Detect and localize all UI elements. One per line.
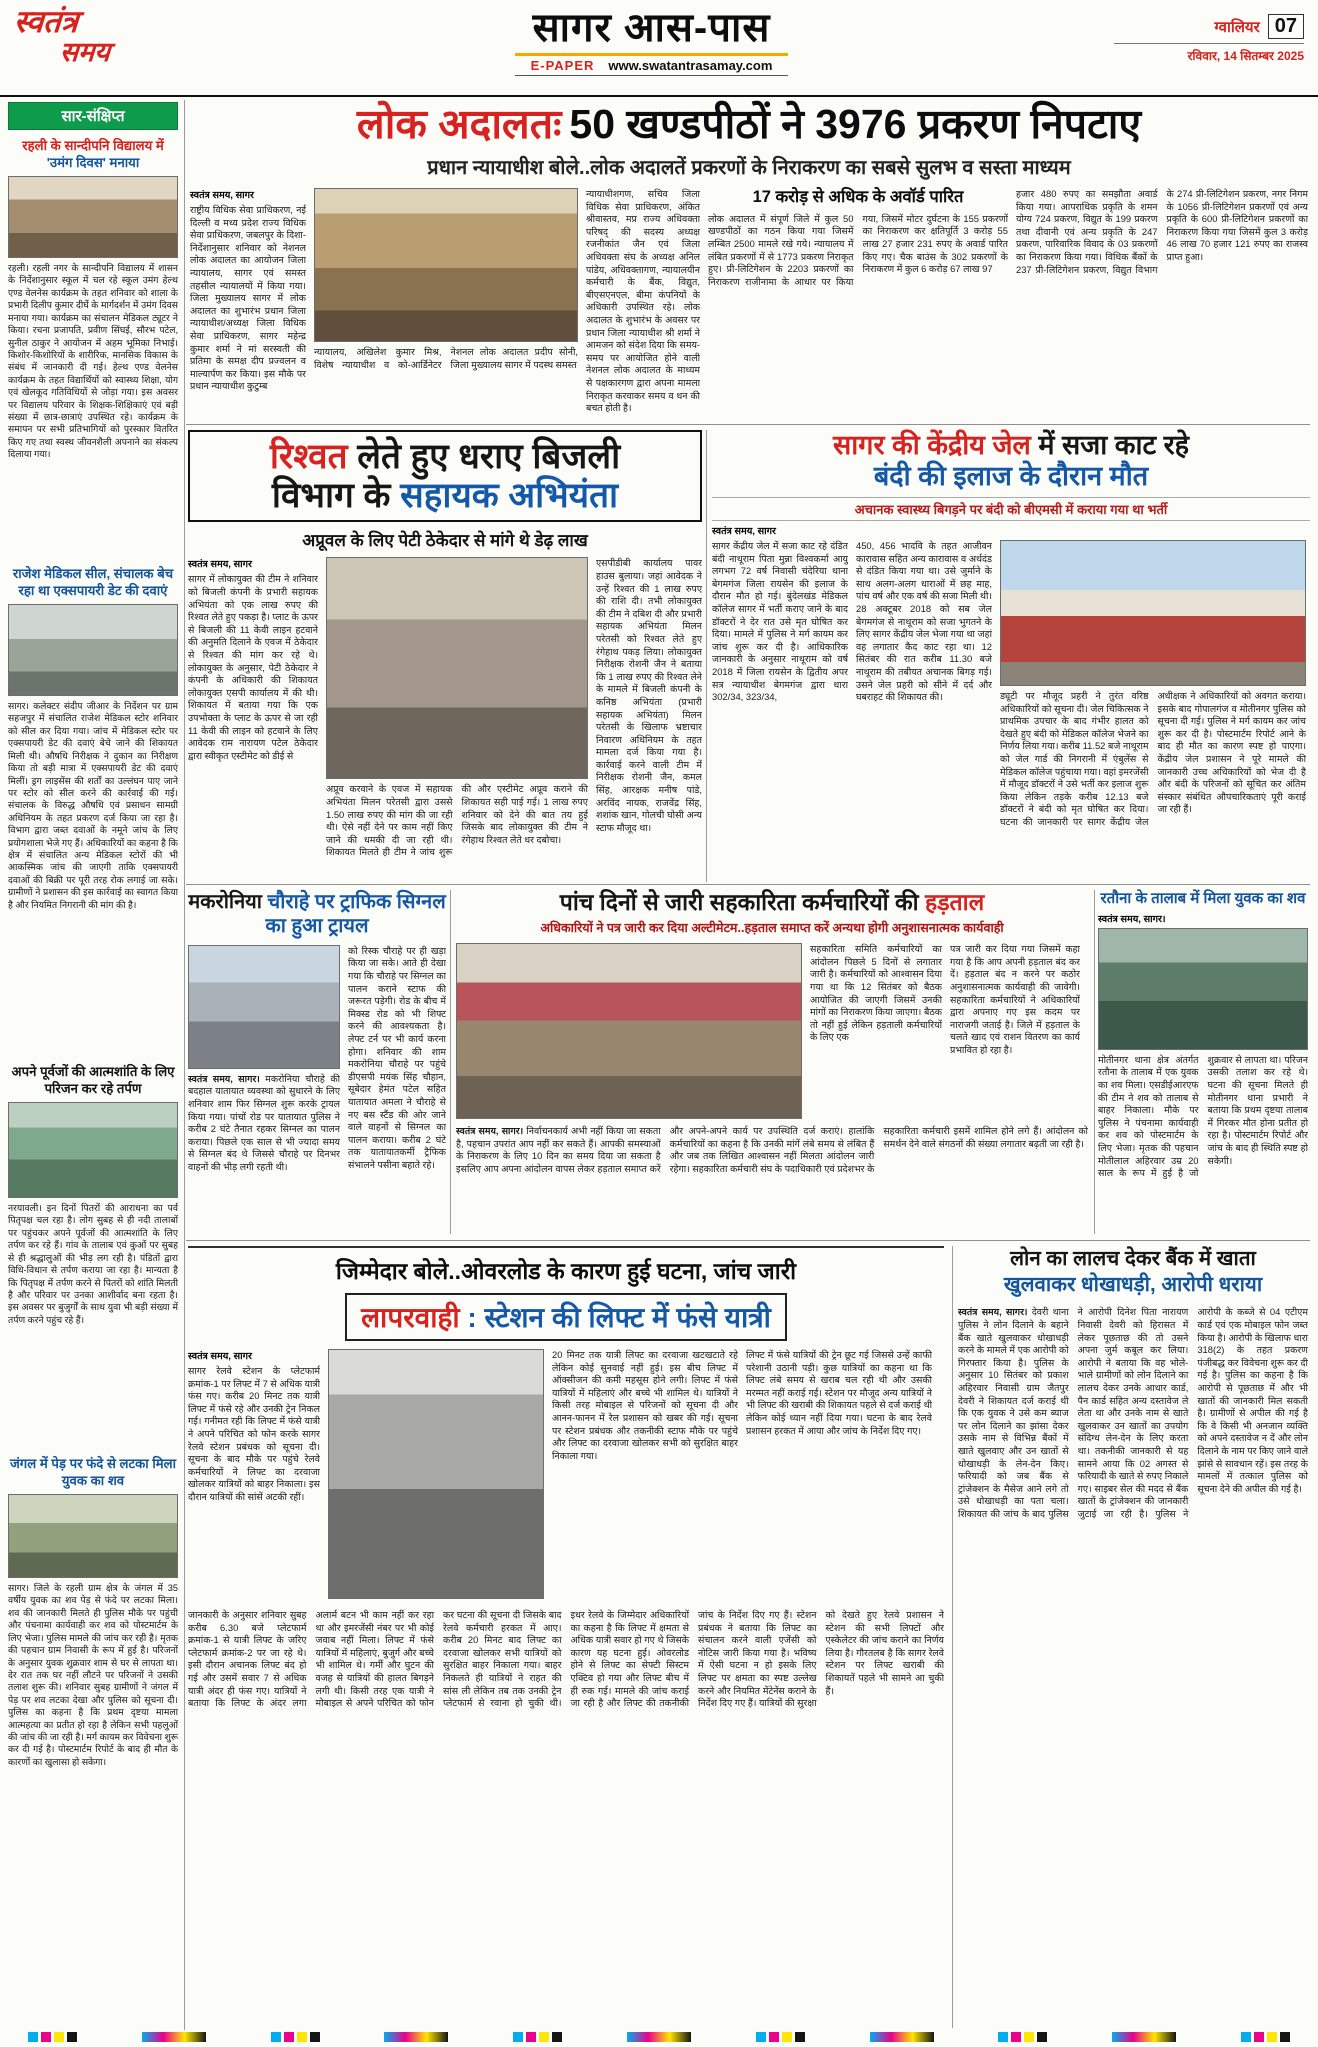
jail-subhead: अचानक स्वास्थ्य बिगड़ने पर बंदी को बीएमसी में कराया गया था भर्ती [712,497,1310,521]
jail-headline [712,430,1310,492]
article-body: राष्ट्रीय विधिक सेवा प्राधिकरण, नई दिल्ली व मध्य प्रदेश राज्य विधिक सेवा प्राधिकरण, जबलपुर के दिशा-निर्देशानुसार शनिवार को नेशनल लोक अदालत का आयोजन जिला न्यायालय, सागर एवं समस्त तहसील न्यायालयों में किया गया। जिला मुख्यालय सागर में लोक अदालत का शुभारंभ प्रधान जिला न्यायाधीश/अध्यक्ष जिला विधिक सेवा प्राधिकरण, सागर महेन्द्र कुमार शर्मा ने मां सरस्वती की प्रतिमा के समक्ष दीप प्रज्वलन व माल्यार्पण कर किया। इस मौके पर प्रधान न्यायाधीश कुटुम्ब [190,204,306,392]
headline-part-blue: चौराहे पर ट्राफिक सिग्नल का हुआ ट्रायल [265,891,446,938]
headline-part-black: 50 खण्डपीठों ने 3976 प्रकरण निपटाए [569,101,1142,147]
color-patch-group [756,2032,805,2042]
sidebar-briefs [8,102,178,2032]
makronia-left-stack [188,945,340,1227]
strike-subhead: अधिकारियों ने पत्र जारी कर दिया अल्टीमेटम..हड़ताल समाप्त करें अन्यथा होगी अनुशासनात्मक कार्यवाही [540,921,1004,936]
byline: स्वतंत्र समय, सागर [188,559,252,571]
sidebar-article-medical-seal [8,566,178,1056]
subarticle-body: लोक अदालत में संपूर्ण जिले में कुल 50 खण्डपीठों का गठन किया गया जिसमें लम्बित 2500 मामले रखे गये। न्यायालय में लंबित प्रकरणों में से 1773 प्रकरण निराकृत हुए। प्री-लिटिगेशन के 2203 प्रकरणों का निराकरण राजीनामा के आधार पर किया गया, जिसमें मोटर दुर्घटना के 155 प्रकरणों का निराकरण कर क्षतिपूर्ति 3 करोड़ 55 लाख 27 हजार 231 रुपए के अवार्ड पारित किए गए। चैक बाउंस के 302 प्रकरणों के निराकरण में कुल 6 करोड़ 67 लाख 97 [708,212,1008,287]
headline-part-blue: : स्टेशन की लिफ्ट में फंसे यात्री [467,1302,771,1333]
makronia-headline [188,890,446,939]
issue-date: रविवार, 14 सितम्बर 2025 [1114,43,1304,64]
article-body-bottom: जानकारी के अनुसार शनिवार सुबह करीब 6.30 बजे प्लेटफार्म क्रमांक-1 से यात्री लिफ्ट के जरिए प्लेटफार्म क्रमांक-2 पर जा रहे थे। इसी दौरान अचानक लिफ्ट बंद हो गई और उसमें सवार 7 से अधिक यात्री अंदर ही फंस गए। यात्रियों ने बताया कि लिफ्ट के अंदर लगा अलार्म बटन भी काम नहीं कर रहा था और इमरजेंसी नंबर पर भी कोई जवाब नहीं मिला। लिफ्ट में फंसे यात्रियों में महिलाएं, बुजुर्ग और बच्चे भी शामिल थे। गर्मी और घुटन की वजह से यात्रियों की हालत बिगड़ने लगी थी। किसी तरह एक यात्री ने मोबाइल से अपने परिचित को फोन कर घटना की सूचना दी जिसके बाद रेलवे कर्मचारी हरकत में आए। करीब 20 मिनट बाद लिफ्ट का दरवाजा खोलकर सभी यात्रियों को सुरक्षित बाहर निकाला गया। बाहर निकलते ही यात्रियों ने राहत की सांस ली लेकिन तब तक उनकी ट्रेन प्लेटफार्म से रवाना हो चुकी थी। इधर रेलवे के जिम्मेदार अधिकारियों का कहना है कि लिफ्ट में क्षमता से अधिक यात्री सवार हो गए थे जिसके कारण यह घटना हुई। ओवरलोड होने से लिफ्ट का सेफ्टी सिस्टम एक्टिव हो गया और लिफ्ट बीच में ही रुक गई। मामले की जांच कराई जा रही है और लिफ्ट की तकनीकी जांच के निर्देश दिए गए हैं। स्टेशन प्रबंधक ने बताया कि लिफ्ट का संचालन करने वाली एजेंसी को नोटिस जारी किया गया है। भविष्य में ऐसी घटना न हो इसके लिए लिफ्ट पर क्षमता का स्पष्ट उल्लेख करने और नियमित मेंटेनेंस कराने के निर्देश दिए गए हैं। यात्रियों की सुरक्षा को देखते हुए रेलवे प्रशासन ने स्टेशन की सभी लिफ्टों और एस्केलेटर की जांच कराने का निर्णय लिया है। गौरतलब है कि सागर रेलवे स्टेशन पर लिफ्ट खराबी की शिकायतें पहले भी सामने आ चुकी हैं। [188,1609,944,1709]
headline-part-black: लोन का लालच देकर बैंक में खाता [1010,1247,1256,1270]
headline-part-blue: सहायक अभियंता [400,476,619,516]
headline-part-red: रहली के सान्दीपनि विद्यालय में [22,138,164,153]
headline-part-blue: 'उमंग दिवस' मनाया [46,154,140,170]
color-patch-group [271,2032,320,2042]
jail-column-a: सागर केंद्रीय जेल में सजा काट रहे दंडित बंदी नाथूराम पिता मुन्ना विश्वकर्मा आयु लगभग 72 वर्ष निवासी चंदेरिया थाना बेगमगंज जिला रायसेन की इलाज के दौरान मौत हो गई। बुंदेलखंड मेडिकल कॉलेज सागर में भर्ती कराए जाने के बाद डॉक्टरों ने देर रात उसे मृत घोषित कर दिया। मामले में पुलिस ने मर्ग कायम कर जांच शुरू कर दी है। आधिकारिक जानकारी के अनुसार नाथूराम को वर्ष 2018 में जिला रायसेन के द्वितीय अपर सत्र न्यायाधीश बेगमगंज द्वारा धारा 302/34, 323/34, [712,540,848,703]
gradient-strip [1112,2032,1176,2042]
byline: स्वतंत्र समय, सागर [712,526,776,538]
section-title: सागर आस-पास [532,6,771,50]
sidebar-header: सार-संक्षिप्त [8,102,178,130]
sidebar-divider [184,100,185,2030]
byline: स्वतंत्र समय, सागर [190,190,254,202]
column-divider [952,1246,953,2028]
black-patch [795,2032,805,2042]
makronia-column-right: को रिस्क चौराहे पर ही खड़ा किया जा सके। आते ही देखा गया कि चौराहे पर सिग्नल का पालन कराने स्टाफ की जरूरत पड़ेगी। रोड के बीच में मिक्स्ड रोड को भी शिफ्ट करने की आवश्यकता है। लेफ्ट टर्न पर भी कार्य करना होगा। शनिवार की शाम मकरोनिया चौराहे पर पहुंचे डीएसपी मयंक सिंह चौहान, सूबेदार हेमंत पटेल सहित यातायात अमला ने चौराहे से नए बस स्टैंड की ओर जाने वाले वाहनों से सिग्नल का पालन कराया। करीब 2 घंटे तक यातायातकर्मी ट्रैफिक संभालने पसीना बहाते रहे। [348,944,446,1170]
black-patch [552,2032,562,2042]
headline-part-red: रिश्वत [269,437,348,476]
lift-headline-box [345,1293,787,1341]
photo-central-jail-sagar [1000,540,1306,686]
column-divider [450,890,451,1234]
black-patch [1280,2032,1290,2042]
article-bribery-lokayukt [188,430,702,882]
article-body: रहली। रहली नगर के सान्दीपनि विद्यालय में शासन के निर्देशानुसार स्कूल में चल रहे स्कूल उमंग हेल्थ एण्ड वेलनेस कार्यक्रम के तहत शनिवार को शाला के प्रभारी दिलीप कुमार दीर्घे के मार्गदर्शन में उमंग दिवस मनाया गया। कार्यक्रम का संचालन मेडिकल ट्यूटर ने किया। रचना प्रजापति, प्रवीण सिंघई, सौरभ पटेल, सुनील ठाकुर ने आयोजन में अहम भूमिका निभाई। किशोर-किशोरियों के शारीरिक, मानसिक विकास के संबंध में जानकारी दी गई। हेल्थ एण्ड वेलनेस कार्यक्रम के तहत विद्यार्थियों को स्वास्थ्य शिक्षा, योग एवं खेलकूद गतिविधियों से जोड़ा गया। इस अवसर पर विद्यालय परिवार के शिक्षक-शिक्षिकाएं एवं बड़ी संख्या में छात्र-छात्राएं उपस्थित रहे। कार्यक्रम के समापन पर सभी प्रतिभागियों को पुरस्कार वितरित किए गए तथा स्वस्थ जीवनशैली अपनाने का संकल्प दिलाया गया। [8,263,178,460]
photo-ratauna-pond [1098,928,1308,1050]
article-headline [8,138,178,171]
photo-station-lift [328,1349,544,1599]
gradient-strip [627,2032,691,2042]
newspaper-logo [14,6,189,95]
lead-headline [190,103,1308,146]
body-text: मकरोनिया चौराहे की बदहाल यातायात व्यवस्था को सुधारने के लिए शनिवार शाम फिर सिग्नल शुरू करके ट्रायल किया गया। पांचों रोड पर यातायात पुलिस ने करीब 2 घंटे तैनात रहकर सिग्नल का पालन कराया। पिछले एक साल से भी ज्यादा समय से सिग्नल बंद थे जिससे चौराहे पर दिनभर वाहनों की भीड़ लगी रहती थी। [188,1072,340,1172]
article-body-under-photo: अप्रूव करवाने के एवज में सहायक अभियंता मिलन परेतसी द्वारा उससे 1.50 लाख रुपए की मांग की जा रही थी। ऐसे नहीं देने पर काम नहीं किए जाने की धमकी दी जा रही थी। शिकायत मिलते ही टीम ने जांच शुरू की और एस्टीमेट अप्रूव कराने की शिकायत सही पाई गई। 1 लाख रुपए शनिवार को देने की बात तय हुई जिसके बाद लोकायुक्त की टीम ने रंगेहाथ रिश्वत लेते धर दबोचा। [326,783,588,858]
byline: स्वतंत्र समय, सागर। [1098,913,1166,925]
photo-strike-gathering [456,943,802,1119]
photo-lokayukt-raid [326,557,588,779]
subarticle-title: 17 करोड़ से अधिक के अवॉर्ड पारित [752,188,964,207]
column-divider [706,430,707,882]
masthead-right [1114,6,1304,95]
article-body: सागर में लोकायुक्त की टीम ने शनिवार को बिजली कंपनी के प्रभारी सहायक अभियंता को एक लाख रुपए की रिश्वत लेते हुए पकड़ा है। प्लाट के ऊपर से बिजली की 11 केवी लाइन हटवाने की अनुमति दिलाने के एवज में ठेकेदार से रिश्वत की मांग कर रहे थे। लोकायुक्त के अनुसार, पेटी ठेकेदार ने कंपनी के अधिकारी की शिकायत लोकायुक्त एसपी कार्यालय में की थी। शिकायत में बताया गया कि एक उपभोक्ता के प्लाट के ऊपर से जा रही 11 केवी की लाइन को हटवाने के लिए आवेदक राम नारायण पटेल ठेकेदार द्वारा स्वीकृत एस्टीमेट को डीई से [188,573,318,761]
yellow-patch [539,2032,549,2042]
cyan-patch [271,2032,281,2042]
yellow-patch [1267,2032,1277,2042]
color-patch-group [1241,2032,1290,2042]
section-rule [186,424,1310,425]
strike-column-a: सहकारिता समिति कर्मचारियों का आंदोलन पिछले 5 दिनों से लगातार जारी है। कर्मचारियों को आश्वासन दिया गया था कि 12 सितंबर को बैठक आयोजित की जाएगी जिसमें उनकी मांगों का निराकरण किया जाएगा। बैठक तो नहीं हुई लेकिन हड़ताली कर्मचारियों के लिए एक [810,943,942,1043]
epaper-label: E-PAPER [530,58,595,73]
headline-part-black2: विभाग के [271,476,391,516]
bribery-column-left [188,557,318,869]
section-rule [186,884,1310,885]
website-link[interactable]: www.swatantrasamay.com [608,58,773,73]
masthead [0,0,1318,97]
article-headline: राजेश मेडिकल सील, संचालक बेच रहा था एक्सपायरी डेट की दवाएं [12,566,174,598]
magenta-patch [284,2032,294,2042]
color-patch-group [513,2032,562,2042]
sidebar-article-body-found [8,1456,178,1964]
page-number: 07 [1268,14,1304,39]
headline-part-blue: बंदी की इलाज के दौरान मौत [873,461,1149,492]
article-jail-inmate-death [712,430,1310,882]
article-makronia-signal [188,890,446,1234]
byline: स्वतंत्र समय, सागर [188,1351,252,1362]
lead-column-2: न्यायाधीशगण, सचिव जिला विधिक सेवा प्राधिकरण, अंकित श्रीवास्तव, मप्र राज्य अधिवक्ता परिषद् की सदस्य अध्यक्ष रजनीकांत जैन एवं जिला अधिवक्ता संघ के अध्यक्ष अनिल पांडेय, अधिवक्तागण, न्यायालयीन कर्मचारी के बैंक, विद्युत, बीएसएनएल, बीमा कंपनियों के अधिकारी उपस्थित रहे। लोक अदालत के शुभारंभ के अवसर पर प्रधान जिला न्यायाधीश श्री शर्मा ने आमजन को संदेश दिया कि समय-समय पर आयोजित होने वाली नेशनल लोक अदालत के माध्यम से पक्षकारगण द्वारा अपना मामला निराकृत करवाकर समय व धन की बचत होती है। [586,188,700,414]
lead-photo-block [314,188,578,414]
bribery-subhead: अप्रूवल के लिए पेटी ठेकेदार से मांगे थे डेढ़ लाख [302,531,588,551]
magenta-patch [1254,2032,1264,2042]
article-cooperative-strike [456,890,1088,1234]
article-body: सागर। जिले के रहली ग्राम क्षेत्र के जंगल में 35 वर्षीय युवक का शव पेड़ से फंदे पर लटका मिला। शव की जानकारी मिलते ही पुलिस मौके पर पहुंची और पंचनामा कार्यवाही कर शव को पोस्टमार्टम के लिए भेजा। पुलिस मामले की जांच कर रही है। मृतक की पहचान ग्राम निवासी के रूप में हुई है। परिजनों के अनुसार युवक शुक्रवार शाम से घर से लापता था। देर रात तक घर नहीं लौटने पर परिजनों ने उसकी तलाश शुरू की। शनिवार सुबह ग्रामीणों ने जंगल में पेड़ पर शव लटका देखा और पुलिस को सूचना दी। पुलिस का कहना है कि प्रथम दृष्टया मामला आत्महत्या का प्रतीत हो रहा है लेकिन सभी पहलुओं की जांच की जा रही है। मर्ग कायम कर विवेचना शुरू कर दी गई है। पोस्टमार्टम रिपोर्ट के बाद ही मौत के कारणों का खुलासा हो सकेगा। [8,1583,178,1767]
logo-line1: स्वतंत्र [12,4,80,39]
lead-column-1 [190,188,306,414]
jail-photo-block [1000,540,1306,870]
bribery-column-right: एसपीडीबी कार्यालय पावर हाउस बुलाया। जहां आवेदक ने उन्हें रिश्वत की 1 लाख रुपए की राशि दी। तभी लोकायुक्त की टीम ने दबिश दी और प्रभारी सहायक अभियंता मिलन परेतसी को रिश्वत लेते हुए रंगेहाथ पकड़ लिया। लोकायुक्त निरीक्षक रोशनी जैन ने बताया कि 1 लाख रुपए की रिश्वत लेने के मामले में बिजली कंपनी के कनिष्ठ अभियंता (प्रभारी सहायक अभियंता) मिलन परेतसी के खिलाफ भ्रष्टाचार निवारण अधिनियम के तहत मामला दर्ज किया गया है। कार्रवाई करने वाली टीम में निरीक्षक रोशनी जैन, कमल सिंह, आरक्षक मनीष पांडे, अरविंद नायक, राजवेंद्र सिंह, शशांक खान, गोलची घोसी अन्य स्टाफ मौजूद था। [596,557,702,833]
magenta-patch [526,2032,536,2042]
column-divider [1094,890,1095,1234]
cyan-patch [28,2032,38,2042]
body-text: देवरी थाना पुलिस ने लोन दिलाने के बहाने बैंक खाते खुलवाकर धोखाधड़ी करने के मामले में एक आरोपी को गिरफ्तार किया है। पुलिस के अनुसार 10 सितंबर को प्रकाश अहिरवार निवासी ग्राम जैतपुर देवरी ने शिकायत दर्ज कराई थी कि एक युवक ने उसे कम ब्याज पर लोन दिलाने का झांसा देकर उसके नाम से विभिन्न बैंकों में खाते खुलवाए और उन खातों से धोखाधड़ी के लेन-देन किए। फरियादी को जब बैंक से ट्रांजेक्शन के मैसेज आने लगे तो उसे धोखाधड़ी का पता चला। शिकायत की जांच के बाद पुलिस ने आरोपी दिनेश पिता नारायण निवासी देवरी को हिरासत में लेकर पूछताछ की तो उसने अपना जुर्म कबूल कर लिया। आरोपी ने बताया कि वह भोले-भाले ग्रामीणों को लोन दिलाने का लालच देकर उनके आधार कार्ड, पैन कार्ड सहित अन्य दस्तावेज ले लेता था और उनके नाम से खाते खुलवाकर उन खातों का उपयोग संदिग्ध लेन-देन के लिए करता था। तकनीकी जानकारी से यह सामने आया कि 02 अगस्त से फरियादी के खाते से रुपए निकाले गए। साइबर सेल की मदद से बैंक खातों के ट्रांजेक्शन की जानकारी जुटाई जा रही है। पुलिस ने आरोपी के कब्जे से 04 एटीएम कार्ड एवं एक मोबाइल फोन जब्त किया है। आरोपी के खिलाफ धारा 318(2) के तहत प्रकरण पंजीबद्ध कर विवेचना शुरू कर दी गई है। पुलिस का कहना है कि आरोपी से पूछताछ में और भी खातों की जानकारी मिल सकती है। ग्रामीणों से अपील की गई है कि वे किसी भी अनजान व्यक्ति को अपने दस्तावेज न दें और लोन दिलाने के नाम पर किए जाने वाले झांसे से सावधान रहें। इस तरह के मामलों में तत्काल पुलिस को सूचना देने की अपील की गई है। [958,1306,1308,1519]
article-headline: जंगल में पेड़ पर फंदे से लटका मिला युवक का शव [10,1456,176,1488]
ratauna-headline: रतौना के तालाब में मिला युवक का शव [1100,890,1306,907]
gradient-strip [870,2032,934,2042]
article-station-lift [188,1246,944,2030]
byline: स्वतंत्र समय, सागर। [456,1125,524,1137]
black-patch [310,2032,320,2042]
section-rule [186,1240,1310,1241]
epaper-strip [515,53,789,76]
photo-tarpan-ritual [8,1102,178,1198]
cyan-patch [513,2032,523,2042]
loan-headline [958,1246,1308,1298]
masthead-center [189,6,1114,95]
headline-part-blue: खुलवाकर धोखाधड़ी, आरोपी धराया [1003,1273,1263,1297]
yellow-patch [782,2032,792,2042]
headline-part-red: हड़ताल [925,889,985,915]
photo-lok-adalat-inauguration [314,188,578,342]
cyan-patch [756,2032,766,2042]
logo-line2: समय [58,37,112,67]
headline-part-red: लोक अदालतः [356,101,562,147]
gradient-strip [142,2032,206,2042]
black-patch [67,2032,77,2042]
headline-part-red: लापरवाही [361,1302,460,1333]
lift-column-2: 20 मिनट तक यात्री लिफ्ट का दरवाजा खटखटाते रहे लेकिन कोई सुनवाई नहीं हुई। इस बीच लिफ्ट में ऑक्सीजन की कमी महसूस होने लगी। लिफ्ट में फंसे यात्रियों में महिलाएं और बच्चे भी शामिल थे। यात्रियों ने किसी तरह मोबाइल से परिजनों को सूचना दी और आनन-फानन में रेल प्रशासन को खबर की गई। सूचना पर स्टेशन प्रबंधक और तकनीकी स्टाफ मौके पर पहुंचे और लिफ्ट का दरवाजा खोलकर सभी को सुरक्षित बाहर निकाला गया। [552,1349,738,1461]
headline-part-black: लेते हुए धराए बिजली [357,437,621,476]
yellow-patch [54,2032,64,2042]
photo-makronia-crossing [188,945,340,1069]
headline-part-black: पांच दिनों से जारी सहकारिता कर्मचारियों की [559,889,919,915]
magenta-patch [41,2032,51,2042]
sidebar-article-tarpan [8,1064,178,1448]
article-body: ड्यूटी पर मौजूद प्रहरी ने तुरंत वरिष्ठ अधिकारियों को सूचना दी। जेल चिकित्सक ने प्राथमिक उपचार के बाद गंभीर हालत को देखते हुए बंदी को मेडिकल कॉलेज भेजने का निर्णय लिया गया। करीब 11.52 बजे नाथूराम को जेल गार्ड की निगरानी में एंबुलेंस से मेडिकल कॉलेज पहुंचाया गया। वहां इमरजेंसी में मौजूद डॉक्टरों ने उसे भर्ती कर इलाज शुरू किया लेकिन तड़के करीब 12.13 बजे डॉक्टरों ने बंदी को मृत घोषित कर दिया। घटना की जानकारी पर सागर केंद्रीय जेल अधीक्षक ने अधिकारियों को अवगत कराया। इसके बाद गोपालगंज व मोतीनगर पुलिस को सूचना दी गई। पुलिस ने मर्ग कायम कर जांच शुरू कर दी है। पोस्टमार्टम रिपोर्ट आने के बाद ही मौत का कारण स्पष्ट हो पाएगा। केंद्रीय जेल प्रशासन ने पूरे मामले की जानकारी उच्च अधिकारियों को भेज दी है और बंदी के परिजनों को सूचित कर अंतिम संस्कार संबंधित औपचारिकताएं पूरी कराई जा रही हैं। [1000,690,1306,828]
article-body: सागर। कलेक्टर संदीप जीआर के निर्देशन पर ग्राम सहजपुर में संचालित राजेश मेडिकल स्टोर शनिवार को सील कर दिया गया। जांच में मेडिकल स्टोर पर एक्सपायरी डेट की दवाएं बेचे जाने की शिकायत मिली थी। औषधि निरीक्षक ने दुकान का निरीक्षण किया तो बड़ी मात्रा में एक्सपायरी डेट की दवाएं मिलीं। ड्रग लाइसेंस की शर्तों का उल्लंघन पाए जाने पर स्टोर को सील करने की कार्रवाई की गई। संचालक के विरुद्ध औषधि एवं प्रसाधन सामग्री अधिनियम के तहत प्रकरण दर्ज किया जा रहा है। विभाग द्वारा जब्त दवाओं के नमूने जांच के लिए प्रयोगशाला भेजे गए हैं। अधिकारियों का कहना है कि क्षेत्र में संचालित अन्य मेडिकल स्टोरों की भी आकस्मिक जांच की जाएगी ताकि एक्सपायरी दवाओं की बिक्री पर पूरी तरह रोक लगाई जा सके। ग्रामीणों ने प्रशासन की इस कार्रवाई का स्वागत किया है और नियमित निगरानी की मांग की है। [8,701,178,910]
color-patch-group [28,2032,77,2042]
headline-part-red: सागर की केंद्रीय जेल [833,430,1031,460]
byline: स्वतंत्र समय, सागर। [958,1306,1028,1318]
color-patch-group [998,2032,1047,2042]
article-headline: अपने पूर्वजों की आत्मशांति के लिए परिजन कर रहे तर्पण [11,1064,175,1096]
lift-column-1 [188,1349,320,1601]
article-body [456,1125,1088,1229]
article-lok-adalat [190,103,1308,421]
article-body: मोतीनगर थाना क्षेत्र अंतर्गत रतौना के तालाब में एक युवक का शव मिला। एसडीईआरएफ की टीम ने शव को तालाब से बाहर निकाला। मौके पर पुलिस ने पंचनामा कार्यवाही कर शव को पोस्टमार्टम के लिए भेजा। मृतक की पहचान मोतीलाल अहिरवार उम्र 20 साल के रूप में हुई है जो शुक्रवार से लापता था। परिजन उसकी तलाश कर रहे थे। घटना की सूचना मिलते ही मोतीनगर थाना प्रभारी ने बताया कि प्रथम दृष्टया तालाब में गिरकर मौत होना प्रतीत हो रहा है। पोस्टमार्टम रिपोर्ट और जांच के बाद ही स्थिति स्पष्ट हो सकेगी। [1098,1053,1308,1179]
headline-part-black: में सजा काट रहे [1038,430,1189,460]
magenta-patch [769,2032,779,2042]
headline-part-black: मकरोनिया [188,891,262,913]
photo-caption: न्यायालय, अखिलेश कुमार मिश्र, विशेष न्यायाधीश व को-आर्डिनेटर नेशनल लोक अदालत प्रदीप सोनी, जिला मुख्यालय सागर में पदस्थ समस्त [314,346,578,370]
edition-label: ग्वालियर [1214,18,1260,36]
print-color-bar [28,2031,1290,2043]
yellow-patch [1024,2032,1034,2042]
lift-column-3: लिफ्ट में फंसे यात्रियों की ट्रेन छूट गई जिससे उन्हें काफी परेशानी उठानी पड़ी। कुछ यात्रियों का कहना था कि लिफ्ट लंबे समय से खराब चल रही थी और उसकी मरम्मत नहीं कराई गई। स्टेशन पर मौजूद अन्य यात्रियों ने भी लिफ्ट की खराबी की शिकायत पहले से दर्ज कराई थी लेकिन कोई ध्यान नहीं दिया गया। घटना के बाद रेलवे प्रशासन हरकत में आया और जांच के निर्देश दिए गए। [746,1349,932,1436]
lead-subarticle-award [708,188,1008,414]
article-loan-fraud [958,1246,1308,2030]
lift-headline-top: जिम्मेदार बोले..ओवरलोड के कारण हुई घटना, जांच जारी [188,1246,944,1286]
bribery-headline [188,430,702,522]
article-ratauna-pond [1098,890,1308,1234]
cyan-patch [998,2032,1008,2042]
photo-umang-divas [8,176,178,258]
photo-forest-incident [8,1494,178,1578]
article-body [188,1073,340,1223]
photo-medical-store [8,604,178,696]
strike-headline [456,890,1088,915]
yellow-patch [297,2032,307,2042]
lead-column-3: हजार 480 रुपए का समझौता अवार्ड किया गया। आपराधिक प्रकृति के शमन योग्य 724 प्रकरण, विद्युत के 199 प्रकरण तथा दीवानी एवं अन्य प्रकृति के 247 प्रकरण, पारिवारिक विवाद के 03 प्रकरणों का निराकरण किया गया। विधिक बैंकों के 237 प्री-लिटिगेशन प्रकरण, विद्युत विभाग के 274 प्री-लिटिगेशन प्रकरण, नगर निगम के 1056 प्री-लिटिगेशन प्रकरणों एवं अन्य प्रकृति के 600 प्री-लिटिगेशन प्रकरणों का निराकरण किया गया जिसमें कुल 3 करोड़ 46 लाख 70 हजार 121 रुपए का राजस्व प्राप्त हुआ। [1016,188,1308,275]
article-body: नरयावली। इन दिनों पितरों की आराधना का पर्व पितृपक्ष चल रहा है। लोग सुबह से ही नदी तालाबों पर पहुंचकर अपने पूर्वजों की आत्मशांति के लिए तर्पण कर रहे हैं। गांव के तालाब एवं कुओं पर सुबह से ही श्रद्धालुओं की भीड़ लग रही है। पंडितों द्वारा विधि-विधान से तर्पण कराया जा रहा है। मान्यता है कि पितृपक्ष में तर्पण करने से पितरों को शांति मिलती है और परिवार पर उनका आशीर्वाद बना रहता है। इस अवसर पर बुजुर्गों के साथ युवा भी बड़ी संख्या में तर्पण करने पहुंच रहे हैं। [8,1203,178,1325]
magenta-patch [1011,2032,1021,2042]
lead-subhead: प्रधान न्यायाधीश बोले..लोक अदालतें प्रकरणों के निराकरण का सबसे सुलभ व सस्ता माध्यम [427,157,1071,180]
body-text: निर्वाचनकार्य अभी नहीं किया जा सकता है, पहचान उपरांत आप नहीं कर सकते हैं। आपकी समस्याओं के निराकरण के लिए 10 दिन का समय दिया जा सकता है इसलिए आप अपना आंदोलन वापस लेकर हड़ताल समाप्त करें और अपने-अपने कार्य पर उपस्थिति दर्ज कराएं। हालांकि कर्मचारियों का कहना है कि उनकी मांगें लंबे समय से लंबित हैं और जब तक लिखित आश्वासन नहीं मिलता आंदोलन जारी रहेगा। सहकारिता कर्मचारी संघ के पदाधिकारी एवं प्रदेशभर के सहकारिता कर्मचारी इसमें शामिल होने लगे हैं। आंदोलन को समर्थन देने वाले संगठनों की संख्या लगातार बढ़ती जा रही है। [456,1125,1088,1175]
byline: स्वतंत्र समय, सागर। [188,1072,260,1084]
article-body [958,1306,1308,2006]
cyan-patch [1241,2032,1251,2042]
sidebar-article-umang [8,138,178,558]
strike-column-b: पत्र जारी कर दिया गया जिसमें कहा गया है कि आप अपनी हड़ताल बंद कर दें। हड़ताल बंद न करने पर कठोर अनुशासनात्मक कार्यवाही की जावेगी। सहकारिता कर्मचारियों ने अधिकारियों द्वारा अपनाए गए इस कदम पर नाराजगी जताई है। जिले में हड़ताल के चलते खाद एवं राशन वितरण का कार्य प्रभावित हो रहा है। [950,943,1080,1056]
jail-column-b: 450, 456 भादवि के तहत आजीवन कारावास सहित अन्य कारावास व अर्थदंड से दंडित किया गया था। उसे जुर्माने के साथ अलग-अलग धाराओं में छह माह, पांच वर्ष और एक वर्ष की सजा मिली थी। 28 अक्टूबर 2018 को सब जेल बेगमगंज से नाथूराम को सजा भुगतने के लिए सागर केंद्रीय जेल भेजा गया था जहां वह लगातार कैद काट रहा था। 12 सितंबर की रात करीब 11.30 बजे नाथूराम की तबीयत अचानक बिगड़ गई। उसने जेल प्रहरी को सीने में दर्द और घबराहट की शिकायत की। [856,540,992,703]
article-body: सागर रेलवे स्टेशन के प्लेटफार्म क्रमांक-1 पर लिफ्ट में 7 से अधिक यात्री फंस गए। करीब 20 मिनट तक यात्री लिफ्ट में फंसे रहे और उनकी ट्रेन निकल गई। गनीमत रही कि लिफ्ट में फंसे यात्री ने अपने परिचित को फोन करके सागर रेलवे स्टेशन प्रबंधक को सूचना दी। सूचना के बाद मौके पर पहुंचे रेलवे कर्मचारियों ने लिफ्ट का दरवाजा खोलकर यात्रियों को बाहर निकाला। इस दौरान यात्रियों की सांसें अटकी रहीं। [188,1365,320,1502]
gradient-strip [384,2032,448,2042]
black-patch [1037,2032,1047,2042]
bribery-photo-block [326,557,588,869]
